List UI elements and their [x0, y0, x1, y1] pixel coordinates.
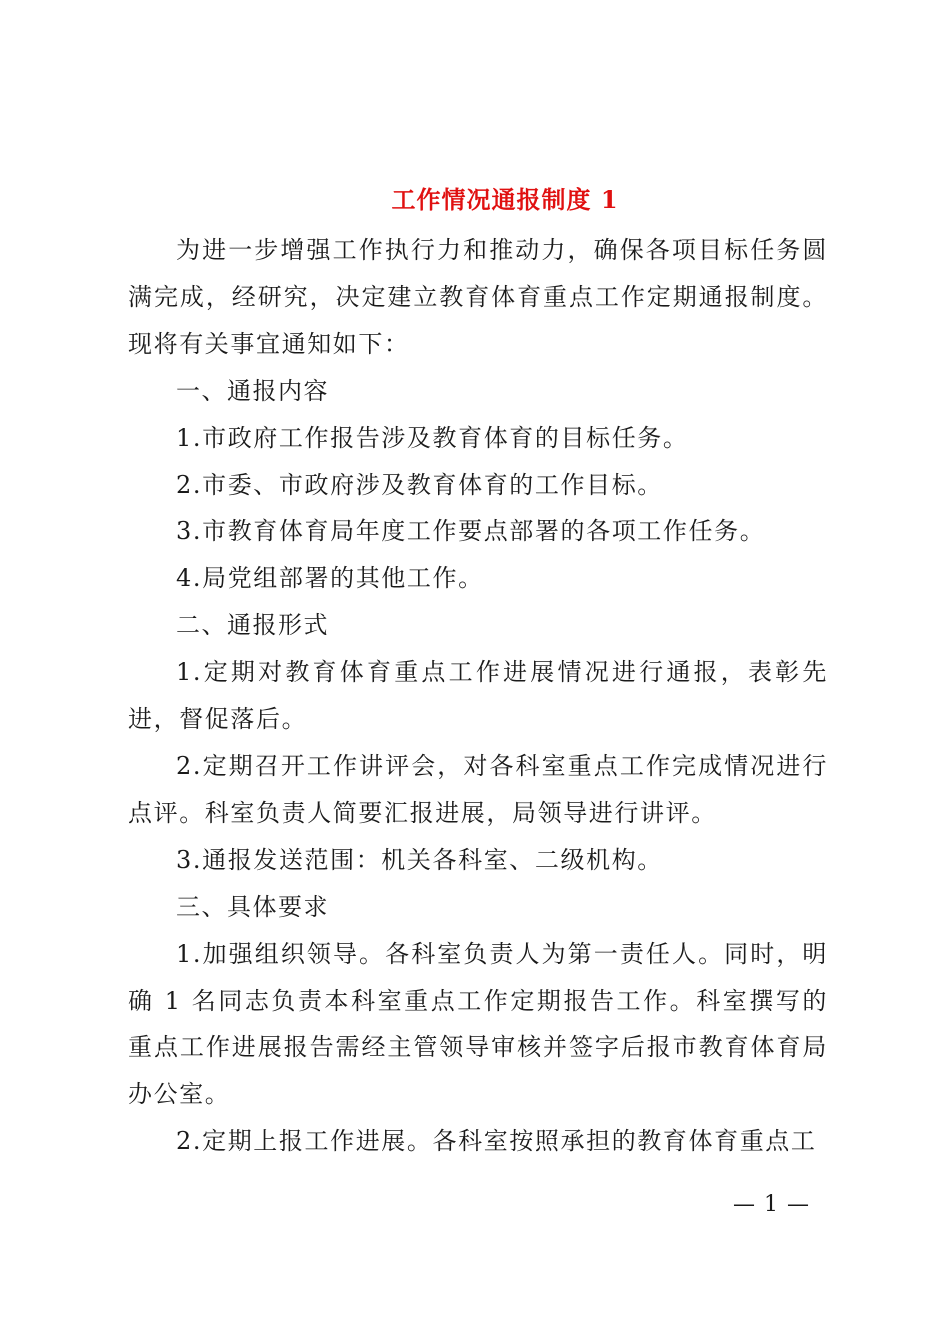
page-number: — 1 —	[733, 1192, 810, 1217]
section-heading-form: 二、通报形式	[176, 611, 329, 640]
section-item: 4.局党组部署的其他工作。	[176, 564, 484, 593]
section-item: 2.市委、市政府涉及教育体育的工作目标。	[176, 470, 663, 499]
section-item: 1.加强组织领导。各科室负责人为第一责任人。同时，明确 1 名同志负责本科室重点工作定期报告工作。科室撰写的重点工作进展报告需经主管领导审核并签字后报市教育体育局办公室。	[128, 939, 828, 1109]
section-heading-content: 一、通报内容	[176, 376, 329, 405]
document-body	[128, 227, 828, 1165]
section-item: 3.市教育体育局年度工作要点部署的各项工作任务。	[176, 517, 766, 546]
section-heading-requirements: 三、具体要求	[176, 892, 329, 921]
section-item: 3.通报发送范围：机关各科室、二级机构。	[176, 845, 663, 874]
section-item: 1.定期对教育体育重点工作进展情况进行通报，表彰先进，督促落后。	[128, 658, 828, 734]
document-title: 工作情况通报制度 1	[391, 185, 619, 214]
intro-paragraph: 为进一步增强工作执行力和推动力，确保各项目标任务圆满完成，经研究，决定建立教育体育重点工作定期通报制度。现将有关事宜通知如下：	[128, 236, 828, 358]
section-item: 2.定期召开工作讲评会，对各科室重点工作完成情况进行点评。科室负责人简要汇报进展，局领导进行讲评。	[128, 751, 828, 827]
section-item: 1.市政府工作报告涉及教育体育的目标任务。	[176, 423, 689, 452]
section-item: 2.定期上报工作进展。各科室按照承担的教育体育重点工	[176, 1127, 817, 1156]
